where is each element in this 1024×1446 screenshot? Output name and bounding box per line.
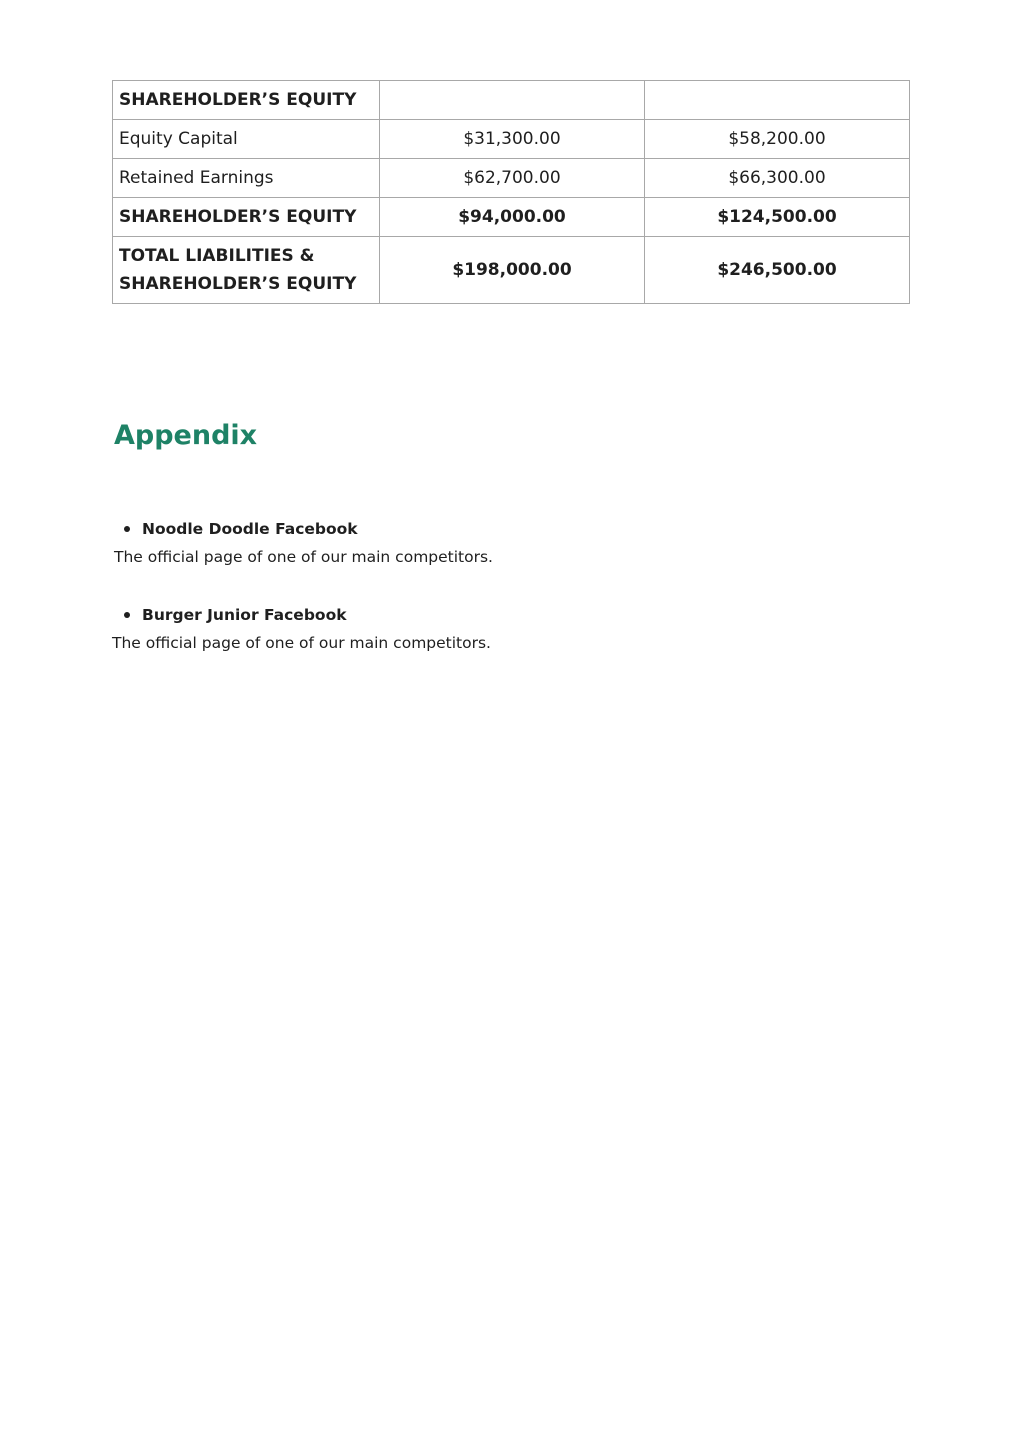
table-row xyxy=(113,81,910,120)
row-value-col1: $94,000.00 xyxy=(380,198,645,237)
appendix-item-title[interactable] xyxy=(112,603,912,627)
row-label-line2: SHAREHOLDER’S EQUITY xyxy=(119,274,357,294)
bullet-icon xyxy=(124,526,130,532)
row-value-col1: $62,700.00 xyxy=(380,159,645,198)
row-value-col1: $31,300.00 xyxy=(380,120,645,159)
row-value-col2: $58,200.00 xyxy=(645,120,910,159)
table-row xyxy=(113,159,910,198)
row-label: SHAREHOLDER’S EQUITY xyxy=(113,81,380,120)
appendix-item xyxy=(112,603,912,655)
table-row xyxy=(113,120,910,159)
table-row-total xyxy=(113,237,910,304)
row-value-col1: $198,000.00 xyxy=(380,237,645,304)
appendix-item-description: The official page of one of our main competitors. xyxy=(114,548,493,566)
row-value-col2: $246,500.00 xyxy=(645,237,910,304)
appendix-item-description: The official page of one of our main competitors. xyxy=(112,634,491,652)
bullet-icon xyxy=(124,612,130,618)
row-label: SHAREHOLDER’S EQUITY xyxy=(113,198,380,237)
table-row-subtotal xyxy=(113,198,910,237)
appendix-item-name: Noodle Doodle Facebook xyxy=(142,520,358,538)
appendix-item-title[interactable] xyxy=(112,517,912,541)
row-label: Equity Capital xyxy=(113,120,380,159)
row-value-col2: $66,300.00 xyxy=(645,159,910,198)
appendix-item xyxy=(112,517,912,569)
appendix-heading: Appendix xyxy=(114,420,258,451)
row-label xyxy=(113,237,380,304)
row-label-line1: TOTAL LIABILITIES & xyxy=(119,246,315,266)
row-value-col1 xyxy=(380,81,645,120)
shareholders-equity-table xyxy=(112,80,910,304)
row-label: Retained Earnings xyxy=(113,159,380,198)
row-value-col2 xyxy=(645,81,910,120)
appendix-item-name: Burger Junior Facebook xyxy=(142,606,347,624)
row-value-col2: $124,500.00 xyxy=(645,198,910,237)
